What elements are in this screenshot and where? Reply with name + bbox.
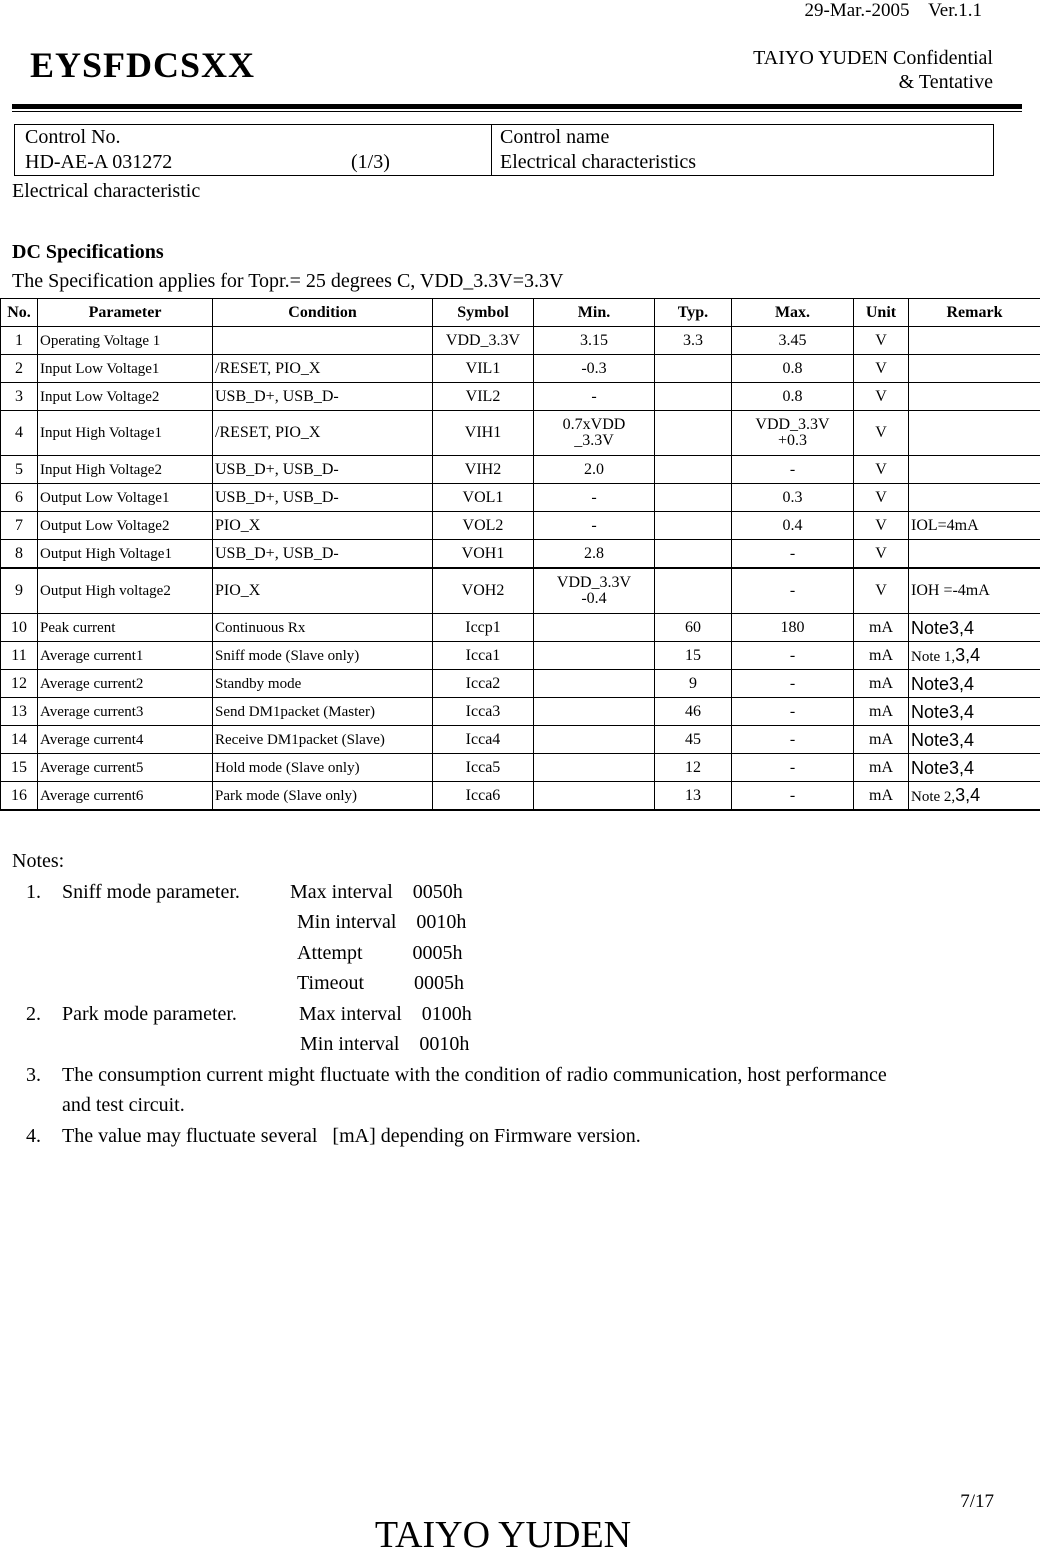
cell-typ: 13 — [655, 782, 732, 811]
note-param: Attempt 0005h — [297, 942, 463, 965]
cell-symbol: Iccp1 — [433, 614, 534, 642]
note-text: Park mode parameter. — [62, 1003, 237, 1026]
cell-remark: Note3,4 — [909, 614, 1040, 642]
cell-parameter: Output High voltage2 — [38, 568, 213, 614]
table-header-row — [1, 299, 1040, 327]
cell-max: - — [732, 568, 854, 614]
table-row — [1, 642, 1040, 670]
cell-min-line2: _3.3V — [536, 433, 652, 449]
cell-unit: mA — [854, 782, 909, 811]
cell-unit: mA — [854, 698, 909, 726]
cell-parameter: Average current5 — [38, 754, 213, 782]
control-number-label: Control No. — [25, 126, 121, 149]
cell-symbol: VIH1 — [433, 411, 534, 456]
cell-condition: /RESET, PIO_X — [213, 411, 433, 456]
cell-symbol: VOH1 — [433, 540, 534, 569]
cell-no: 1 — [1, 327, 38, 355]
control-name-cell — [492, 125, 993, 175]
cell-no: 3 — [1, 383, 38, 411]
notes-title: Notes: — [12, 850, 64, 873]
table-row — [1, 698, 1040, 726]
cell-parameter: Peak current — [38, 614, 213, 642]
note-number: 1. — [26, 881, 41, 904]
cell-min: 3.15 — [534, 327, 655, 355]
cell-condition: Sniff mode (Slave only) — [213, 642, 433, 670]
cell-max: - — [732, 782, 854, 811]
cell-remark — [909, 782, 1040, 811]
cell-typ: 45 — [655, 726, 732, 754]
cell-min: -0.3 — [534, 355, 655, 383]
control-number-value: HD-AE-A 031272 — [25, 151, 172, 174]
cell-min: 2.8 — [534, 540, 655, 569]
table-row — [1, 456, 1040, 484]
cell-parameter: Input High Voltage1 — [38, 411, 213, 456]
cell-typ — [655, 383, 732, 411]
cell-symbol: Icca3 — [433, 698, 534, 726]
cell-max: - — [732, 754, 854, 782]
cell-symbol: Icca4 — [433, 726, 534, 754]
cell-unit: V — [854, 568, 909, 614]
cell-typ — [655, 484, 732, 512]
cell-remark: Note3,4 — [909, 698, 1040, 726]
cell-min-line1: 0.7xVDD — [536, 417, 652, 433]
cell-remark: IOL=4mA — [909, 512, 1040, 540]
note-text: and test circuit. — [62, 1094, 185, 1117]
cell-remark — [909, 484, 1040, 512]
cell-parameter: Average current4 — [38, 726, 213, 754]
cell-no: 16 — [1, 782, 38, 811]
cell-min — [534, 411, 655, 456]
cell-typ — [655, 540, 732, 569]
cell-unit: mA — [854, 754, 909, 782]
table-row — [1, 670, 1040, 698]
cell-min: - — [534, 383, 655, 411]
note-text: Sniff mode parameter. — [62, 881, 240, 904]
note-number: 2. — [26, 1003, 41, 1026]
cell-condition: USB_D+, USB_D- — [213, 540, 433, 569]
cell-min — [534, 698, 655, 726]
cell-unit: V — [854, 355, 909, 383]
cell-max: - — [732, 540, 854, 569]
cell-condition: Park mode (Slave only) — [213, 782, 433, 811]
cell-remark — [909, 383, 1040, 411]
cell-max: - — [732, 698, 854, 726]
cell-symbol: VOL1 — [433, 484, 534, 512]
note-text: The value may fluctuate several [mA] depending on Firmware version. — [62, 1125, 641, 1148]
cell-parameter: Input Low Voltage2 — [38, 383, 213, 411]
cell-condition: USB_D+, USB_D- — [213, 484, 433, 512]
table-row — [1, 540, 1040, 569]
date-version: 29-Mar.-2005 Ver.1.1 — [805, 0, 983, 22]
cell-remark: Note3,4 — [909, 726, 1040, 754]
cell-parameter: Output Low Voltage2 — [38, 512, 213, 540]
cell-typ: 12 — [655, 754, 732, 782]
cell-typ: 46 — [655, 698, 732, 726]
cell-unit: V — [854, 512, 909, 540]
cell-max: 0.3 — [732, 484, 854, 512]
cell-typ — [655, 568, 732, 614]
header-rule-thin — [12, 111, 1022, 112]
cell-no: 9 — [1, 568, 38, 614]
cell-min — [534, 614, 655, 642]
document-title: EYSFDCSXX — [30, 44, 255, 86]
cell-no: 5 — [1, 456, 38, 484]
cell-typ: 15 — [655, 642, 732, 670]
cell-parameter: Output High Voltage1 — [38, 540, 213, 569]
cell-parameter: Average current6 — [38, 782, 213, 811]
cell-max: 0.4 — [732, 512, 854, 540]
cell-no: 15 — [1, 754, 38, 782]
cell-max: - — [732, 642, 854, 670]
cell-no: 11 — [1, 642, 38, 670]
cell-remark — [909, 327, 1040, 355]
cell-typ: 60 — [655, 614, 732, 642]
remark-note-ref: Note 2, — [911, 789, 955, 805]
cell-typ — [655, 355, 732, 383]
cell-unit: V — [854, 540, 909, 569]
header-rule-thick — [12, 104, 1022, 109]
spec-conditions: The Specification applies for Topr.= 25 degrees C, VDD_3.3V=3.3V — [12, 270, 563, 293]
cell-max: - — [732, 456, 854, 484]
cell-max-line2: +0.3 — [734, 433, 851, 449]
cell-symbol: VDD_3.3V — [433, 327, 534, 355]
cell-min: - — [534, 512, 655, 540]
cell-symbol: Icca5 — [433, 754, 534, 782]
cell-unit: mA — [854, 642, 909, 670]
cell-no: 8 — [1, 540, 38, 569]
cell-no: 10 — [1, 614, 38, 642]
note-text: The consumption current might fluctuate with the condition of radio communication, host performance — [62, 1064, 887, 1087]
note-number: 4. — [26, 1125, 41, 1148]
table-row — [1, 754, 1040, 782]
cell-condition: Receive DM1packet (Slave) — [213, 726, 433, 754]
cell-unit: V — [854, 383, 909, 411]
cell-min: - — [534, 484, 655, 512]
cell-min — [534, 754, 655, 782]
cell-no: 7 — [1, 512, 38, 540]
note-param: Max interval 0050h — [290, 881, 463, 904]
dc-specifications-heading: DC Specifications — [12, 241, 164, 264]
cell-min-line1: VDD_3.3V — [536, 575, 652, 591]
note-param: Timeout 0005h — [297, 972, 464, 995]
remark-note-ref: 3,4 — [955, 645, 980, 665]
cell-max: - — [732, 726, 854, 754]
cell-min — [534, 642, 655, 670]
control-page-fraction: (1/3) — [351, 151, 390, 174]
cell-min — [534, 726, 655, 754]
cell-parameter: Average current1 — [38, 642, 213, 670]
cell-symbol: VOL2 — [433, 512, 534, 540]
column-header: Condition — [213, 299, 433, 327]
cell-no: 2 — [1, 355, 38, 383]
cell-remark: Note3,4 — [909, 754, 1040, 782]
column-header: Typ. — [655, 299, 732, 327]
cell-remark — [909, 540, 1040, 569]
dc-spec-table — [0, 298, 1040, 811]
remark-note-ref: 3,4 — [955, 785, 980, 805]
cell-no: 4 — [1, 411, 38, 456]
cell-max: - — [732, 670, 854, 698]
cell-max: 0.8 — [732, 383, 854, 411]
cell-condition: Hold mode (Slave only) — [213, 754, 433, 782]
cell-condition: USB_D+, USB_D- — [213, 383, 433, 411]
confidential-label: TAIYO YUDEN Confidential — [753, 47, 993, 70]
cell-symbol: Icca2 — [433, 670, 534, 698]
cell-parameter: Input Low Voltage1 — [38, 355, 213, 383]
cell-symbol: VIH2 — [433, 456, 534, 484]
column-header: Symbol — [433, 299, 534, 327]
footer-company: TAIYO YUDEN — [0, 1513, 1006, 1557]
table-row — [1, 512, 1040, 540]
cell-typ — [655, 411, 732, 456]
control-box — [14, 124, 994, 176]
cell-symbol: Icca6 — [433, 782, 534, 811]
cell-symbol: VOH2 — [433, 568, 534, 614]
cell-max: 0.8 — [732, 355, 854, 383]
cell-typ: 3.3 — [655, 327, 732, 355]
note-number: 3. — [26, 1064, 41, 1087]
cell-max-line1: VDD_3.3V — [734, 417, 851, 433]
cell-condition: PIO_X — [213, 512, 433, 540]
cell-unit: V — [854, 411, 909, 456]
cell-unit: V — [854, 456, 909, 484]
table-row — [1, 355, 1040, 383]
cell-unit: V — [854, 484, 909, 512]
cell-condition: /RESET, PIO_X — [213, 355, 433, 383]
cell-symbol: Icca1 — [433, 642, 534, 670]
cell-no: 6 — [1, 484, 38, 512]
cell-min — [534, 670, 655, 698]
table-row — [1, 782, 1040, 811]
column-header: Parameter — [38, 299, 213, 327]
cell-remark — [909, 411, 1040, 456]
cell-unit: mA — [854, 726, 909, 754]
table-row — [1, 484, 1040, 512]
note-param: Min interval 0010h — [297, 911, 466, 934]
cell-unit: V — [854, 327, 909, 355]
column-header: No. — [1, 299, 38, 327]
cell-parameter: Average current3 — [38, 698, 213, 726]
cell-condition: USB_D+, USB_D- — [213, 456, 433, 484]
control-name-label: Control name — [500, 126, 609, 149]
cell-remark — [909, 642, 1040, 670]
tentative-label: & Tentative — [899, 71, 993, 94]
table-row — [1, 726, 1040, 754]
note-param: Min interval 0010h — [300, 1033, 469, 1056]
remark-note-ref: Note 1, — [911, 649, 955, 665]
cell-parameter: Input High Voltage2 — [38, 456, 213, 484]
cell-no: 14 — [1, 726, 38, 754]
page-number: 7/17 — [960, 1491, 994, 1513]
cell-condition — [213, 327, 433, 355]
column-header: Unit — [854, 299, 909, 327]
cell-condition: Continuous Rx — [213, 614, 433, 642]
column-header: Remark — [909, 299, 1040, 327]
cell-max — [732, 411, 854, 456]
cell-min — [534, 568, 655, 614]
cell-max: 3.45 — [732, 327, 854, 355]
cell-no: 13 — [1, 698, 38, 726]
cell-typ: 9 — [655, 670, 732, 698]
table-row — [1, 411, 1040, 456]
column-header: Min. — [534, 299, 655, 327]
control-name-value: Electrical characteristics — [500, 151, 696, 174]
cell-symbol: VIL2 — [433, 383, 534, 411]
cell-typ — [655, 456, 732, 484]
table-row — [1, 327, 1040, 355]
cell-min: 2.0 — [534, 456, 655, 484]
cell-remark — [909, 355, 1040, 383]
cell-typ — [655, 512, 732, 540]
cell-min-line2: -0.4 — [536, 591, 652, 607]
cell-unit: mA — [854, 614, 909, 642]
cell-min — [534, 782, 655, 811]
cell-symbol: VIL1 — [433, 355, 534, 383]
cell-no: 12 — [1, 670, 38, 698]
control-number-cell — [15, 125, 492, 175]
cell-parameter: Output Low Voltage1 — [38, 484, 213, 512]
cell-parameter: Average current2 — [38, 670, 213, 698]
table-row — [1, 568, 1040, 614]
cell-remark: Note3,4 — [909, 670, 1040, 698]
cell-max: 180 — [732, 614, 854, 642]
cell-remark: IOH =-4mA — [909, 568, 1040, 614]
cell-remark — [909, 456, 1040, 484]
column-header: Max. — [732, 299, 854, 327]
section-label: Electrical characteristic — [12, 180, 200, 203]
cell-unit: mA — [854, 670, 909, 698]
cell-condition: Standby mode — [213, 670, 433, 698]
cell-parameter: Operating Voltage 1 — [38, 327, 213, 355]
table-row — [1, 383, 1040, 411]
table-row — [1, 614, 1040, 642]
cell-condition: Send DM1packet (Master) — [213, 698, 433, 726]
cell-condition: PIO_X — [213, 568, 433, 614]
note-param: Max interval 0100h — [299, 1003, 472, 1026]
